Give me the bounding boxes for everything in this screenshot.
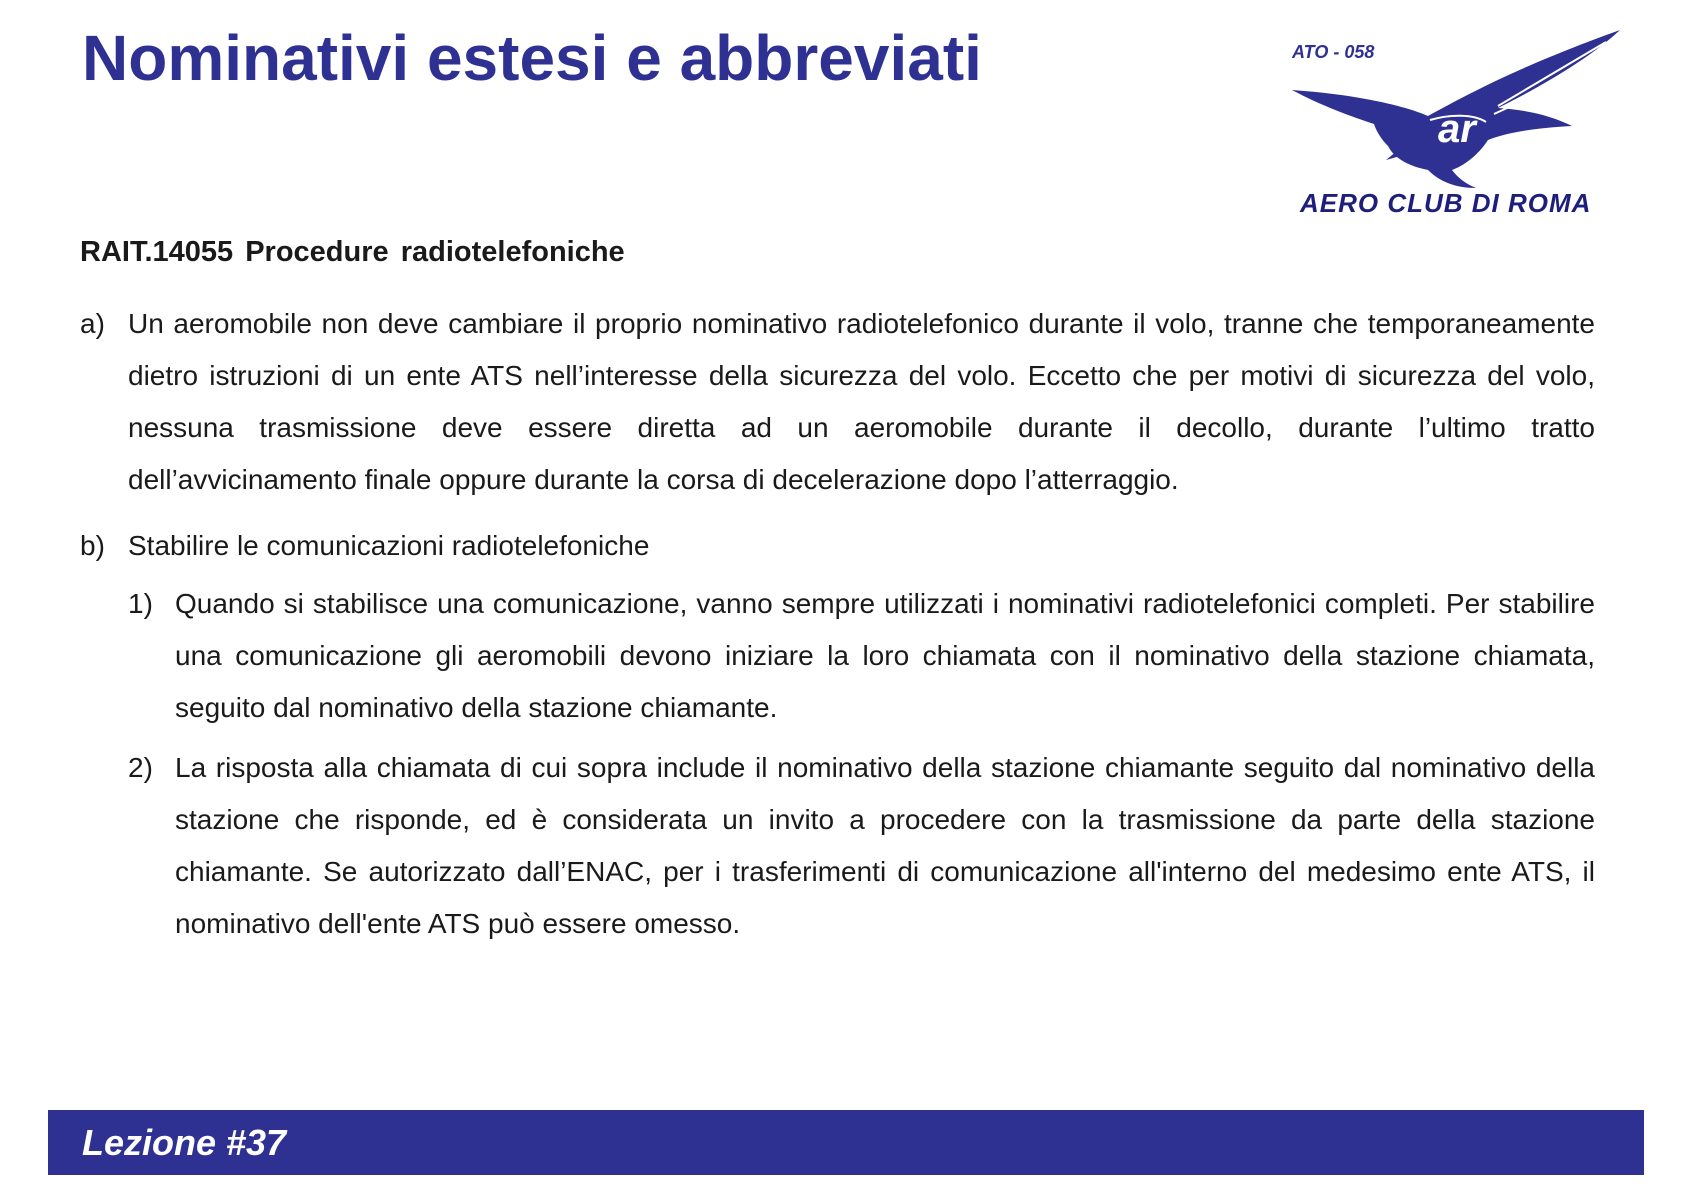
clause-b-2 (80, 742, 1595, 950)
clause-b-1-text: Quando si stabilisce una comunicazione, vanno sempre utilizzati i nominativi radiotelefonici completi. Per stabilire una comunicazione gli aeromobili devono iniziare la loro chiamata con il nominativo della stazione chiamata, seguito dal nominativo della stazione chiamante. (175, 588, 1595, 723)
footer-bar (48, 1110, 1644, 1175)
eagle-icon (1290, 30, 1630, 190)
clause-b-2-marker: 2) (128, 752, 153, 783)
clause-b-1-marker: 1) (128, 588, 153, 619)
logo-monogram: ar (1438, 107, 1476, 151)
clause-b (80, 520, 1595, 572)
clause-b-1 (80, 578, 1595, 734)
logo-ato-code: ATO - 058 (1292, 42, 1375, 62)
aero-club-logo (1290, 30, 1630, 220)
logo-club-name: AERO CLUB DI ROMA (1300, 188, 1592, 218)
slide-title: Nominativi estesi e abbreviati (82, 22, 982, 94)
clause-b-text: Stabilire le comunicazioni radiotelefoniche (128, 530, 650, 561)
clause-b-2-text: La risposta alla chiamata di cui sopra include il nominativo della stazione chiamante seguito dal nominativo della stazione che risponde, ed è considerata un invito a procedere con la trasmissione da parte della stazione chiamante. Se autorizzato dall’ENAC, per i trasferimenti di comunicazione all'interno del medesimo ente ATS, il nominativo dell'ente ATS può essere omesso. (175, 752, 1595, 939)
clause-b-marker: b) (80, 530, 105, 561)
clause-a-marker: a) (80, 308, 105, 339)
regulation-heading: RAIT.14055 Procedure radiotelefoniche (80, 236, 625, 268)
clause-a (80, 298, 1595, 506)
lesson-label: Lezione #37 (82, 1122, 287, 1163)
clause-a-text: Un aeromobile non deve cambiare il proprio nominativo radiotelefonico durante il volo, tranne che temporaneamente dietro istruzioni di un ente ATS nell’interesse della sicurezza del volo. Eccetto che per motivi di sicurezza del volo, nessuna trasmissione deve essere diretta ad un aeromobile durante il decollo, durante l’ultimo tratto dell’avvicinamento finale oppure durante la corsa di decelerazione dopo l’atterraggio. (128, 308, 1595, 495)
regulation-document (80, 232, 1595, 950)
